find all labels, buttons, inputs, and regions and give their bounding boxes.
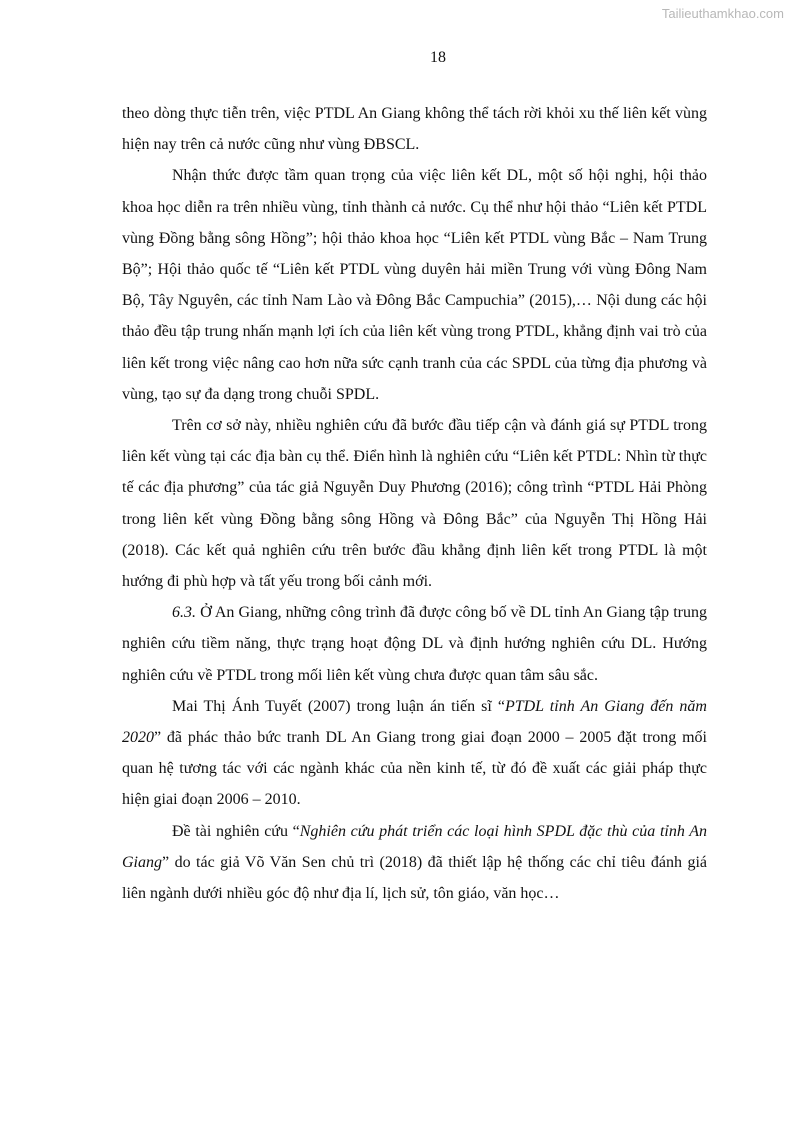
text-run-italic: 6.3.	[172, 604, 196, 622]
text-run: Trên cơ sở này, nhiều nghiên cứu đã bước đầu tiếp cận và đánh giá sự PTDL trong liên kết vùng tại các địa bàn cụ thể. Điển hình là nghiên cứu “Liên kết PTDL: Nhìn từ thực tế các địa phương” của tác giả Nguyễn Duy Phương (2016); công trình “PTDL Hải Phòng trong liên kết vùng Đồng bằng sông Hồng và Đông Bắc” của Nguyễn Thị Hồng Hải (2018). Các kết quả nghiên cứu trên bước đầu khẳng định liên kết trong PTDL là một hướng đi phù hợp và tất yếu trong bối cảnh mới.	[122, 417, 707, 591]
paragraph	[122, 160, 707, 410]
text-run-italic: Nghiên cứu phát triển các loại hình SPDL đặc thù của tỉnh An Giang	[122, 822, 707, 871]
text-run: theo dòng thực tiễn trên, việc PTDL An Giang không thể tách rời khỏi xu thế liên kết vùng hiện nay trên cả nước cũng như vùng ĐBSCL.	[122, 105, 707, 154]
page-number: 18	[430, 49, 446, 66]
text-run-italic: PTDL tỉnh An Giang đến năm 2020	[122, 697, 707, 747]
paragraph	[122, 691, 707, 816]
paragraph	[122, 816, 707, 910]
paragraph	[122, 98, 707, 160]
text-run: Mai Thị Ánh Tuyết (2007) trong luận án tiến sĩ “	[172, 697, 505, 715]
text-run: Ở An Giang, những công trình đã được công bố về DL tỉnh An Giang tập trung nghiên cứu tiềm năng, thực trạng hoạt động DL và định hướng nghiên cứu DL. Hướng nghiên cứu về PTDL trong mối liên kết vùng chưa được quan tâm sâu sắc.	[122, 604, 707, 684]
watermark-text: Tailieuthamkhao.com	[661, 6, 784, 21]
document-body	[122, 98, 707, 909]
text-run: Đề tài nghiên cứu “	[172, 822, 300, 840]
text-run: Nhận thức được tầm quan trọng của việc liên kết DL, một số hội nghị, hội thảo khoa học diễn ra trên nhiều vùng, tỉnh thành cả nước. Cụ thể như hội thảo “Liên kết PTDL vùng Đồng bằng sông Hồng”; hội thảo khoa học “Liên kết PTDL vùng Bắc – Nam Trung Bộ”; Hội thảo quốc tế “Liên kết PTDL vùng duyên hải miền Trung với vùng Đông Nam Bộ, Tây Nguyên, các tỉnh Nam Lào và Đông Bắc Campuchia” (2015),… Nội dung các hội thảo đều tập trung nhấn mạnh lợi ích của liên kết vùng trong PTDL, khẳng định vai trò của liên kết trong việc nâng cao hơn nữa sức cạnh tranh của các SPDL của từng địa phương và vùng, tạo sự đa dạng trong chuỗi SPDL.	[122, 167, 707, 403]
text-run: ” đã phác thảo bức tranh DL An Giang trong giai đoạn 2000 – 2005 đặt trong mối quan hệ tương tác với các ngành khác của nền kinh tế, từ đó đề xuất các giải pháp thực hiện giai đoạn 2006 – 2010.	[122, 729, 707, 809]
text-run: ” do tác giả Võ Văn Sen chủ trì (2018) đã thiết lập hệ thống các chỉ tiêu đánh giá liên ngành dưới nhiều góc độ như địa lí, lịch sử, tôn giáo, văn học…	[122, 853, 707, 903]
paragraph	[122, 410, 707, 597]
paragraph	[122, 597, 707, 691]
